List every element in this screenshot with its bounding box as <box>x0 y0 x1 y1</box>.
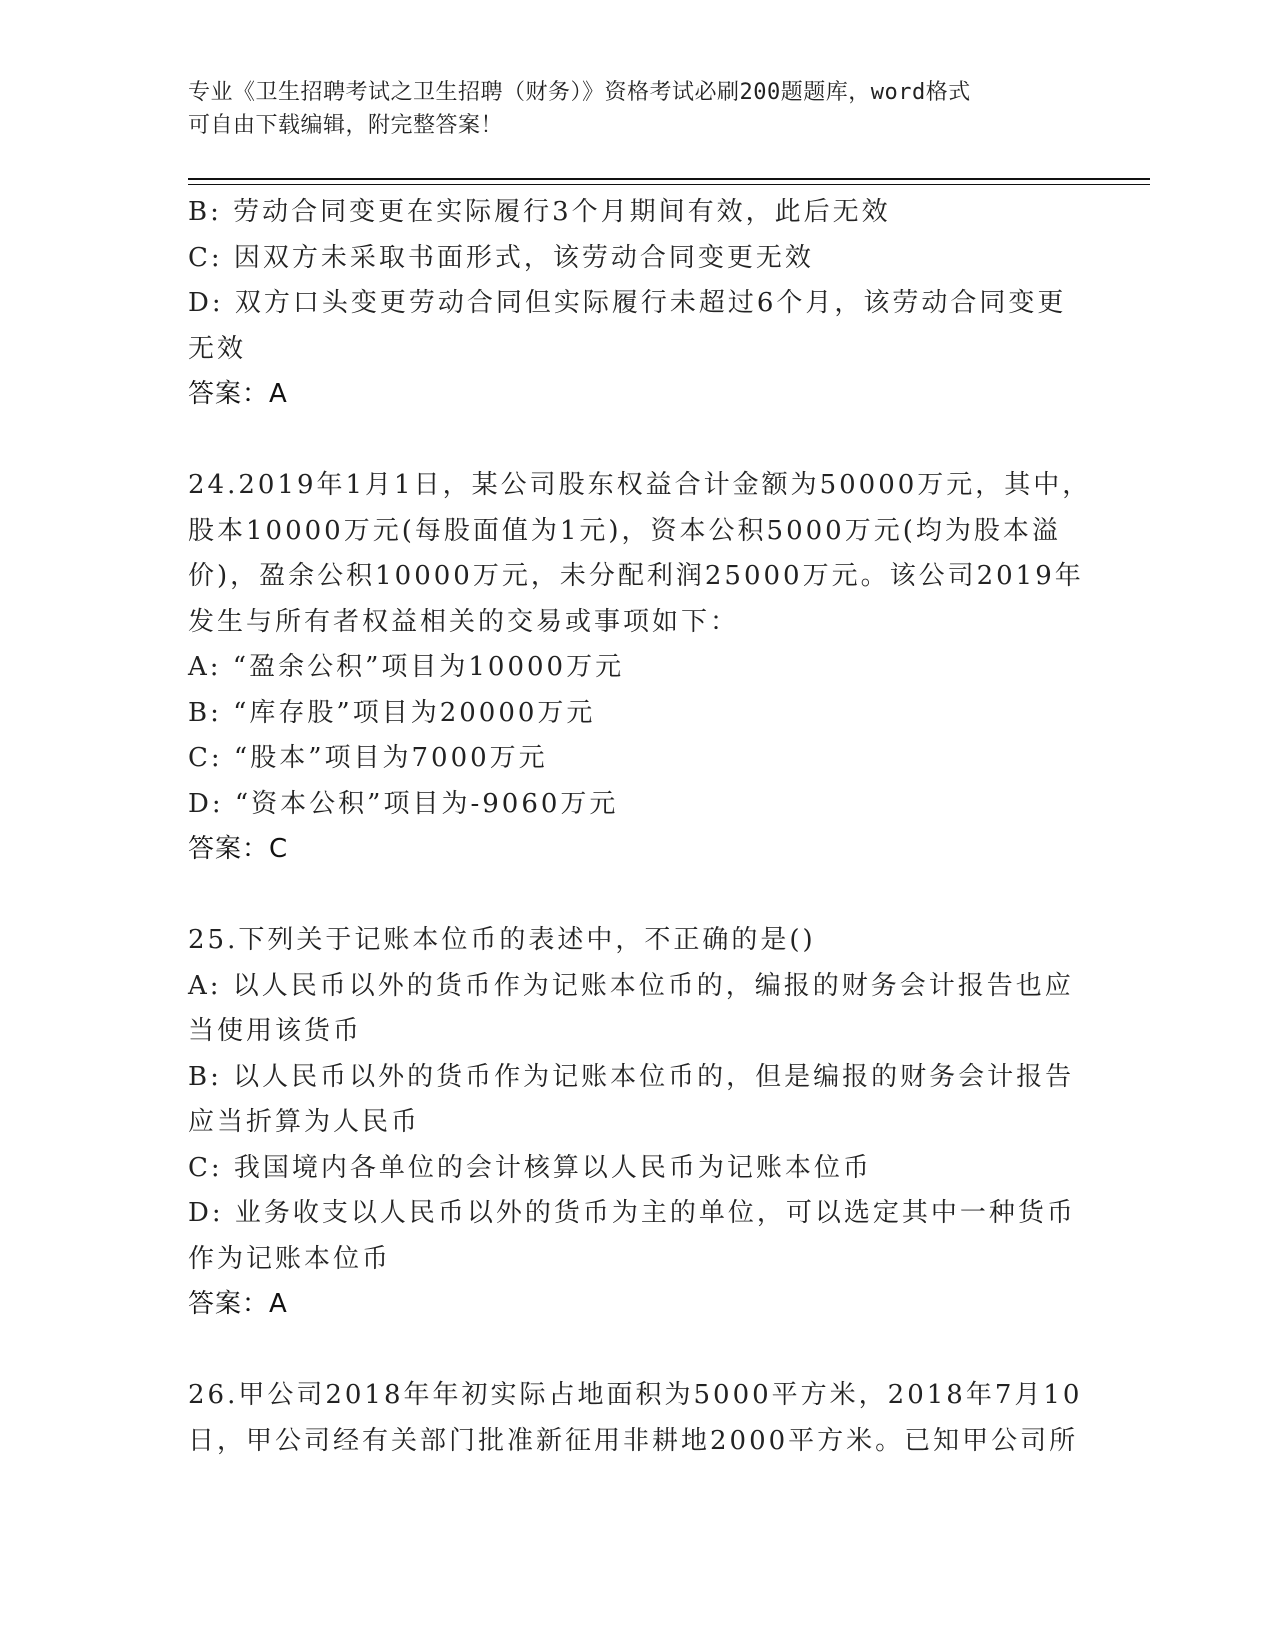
question-23-tail <box>188 190 1068 418</box>
question-content <box>188 190 1092 1464</box>
question-stem-line: 26.甲公司2018年年初实际占地面积为5000平方米，2018年7月10 <box>188 1380 1083 1410</box>
question-24 <box>188 463 1092 873</box>
answer: 答案：A <box>188 1289 288 1319</box>
option-b-continued: 应当折算为人民币 <box>188 1107 421 1137</box>
answer: 答案：A <box>188 379 288 409</box>
header-line-2: 可自由下载编辑，附完整答案！ <box>188 113 504 138</box>
question-stem-line: 股本10000万元(每股面值为1元)，资本公积5000万元(均为股本溢 <box>188 515 1061 546</box>
option-b: B: 以人民币以外的货币作为记账本位币的，但是编报的财务会计报告 <box>188 1061 1075 1092</box>
question-26 <box>188 1373 1083 1464</box>
option-c: C: 因双方未采取书面形式，该劳动合同变更无效 <box>188 242 814 273</box>
question-stem-line: 日，甲公司经有关部门批准新征用非耕地2000平方米。已知甲公司所 <box>188 1425 1079 1456</box>
option-b: B: 劳动合同变更在实际履行3个月期间有效，此后无效 <box>188 197 891 227</box>
header-rule-thin <box>188 184 1150 185</box>
option-a-continued: 当使用该货币 <box>188 1016 363 1046</box>
option-c: C: “股本”项目为7000万元 <box>188 743 548 773</box>
question-stem-line: 价)，盈余公积10000万元，未分配利润25000万元。该公司2019年 <box>188 561 1084 591</box>
option-d-continued: 作为记账本位币 <box>188 1243 392 1274</box>
spacer <box>188 1328 1068 1374</box>
option-b: B: “库存股”项目为20000万元 <box>188 697 596 728</box>
question-stem-line: 24.2019年1月1日，某公司股东权益合计金额为50000万元，其中， <box>188 470 1092 500</box>
option-d: D: “资本公积”项目为-9060万元 <box>188 788 619 819</box>
spacer <box>188 418 1068 464</box>
spacer <box>188 873 1068 919</box>
option-d: D: 业务收支以人民币以外的货币为主的单位，可以选定其中一种货币 <box>188 1198 1076 1228</box>
header-rule-thick <box>188 178 1150 180</box>
option-d: D: 双方口头变更劳动合同但实际履行未超过6个月，该劳动合同变更 <box>188 288 1067 318</box>
question-stem-line: 25.下列关于记账本位币的表述中，不正确的是() <box>188 925 816 955</box>
document-header <box>188 76 1068 142</box>
option-c: C: 我国境内各单位的会计核算以人民币为记账本位币 <box>188 1152 872 1183</box>
option-a: A: 以人民币以外的货币作为记账本位币的，编报的财务会计报告也应 <box>188 970 1074 1001</box>
option-d-continued: 无效 <box>188 333 247 364</box>
header-line-1: 专业《卫生招聘考试之卫生招聘（财务）》资格考试必刷200题题库，word格式 <box>188 80 971 105</box>
option-a: A: “盈余公积”项目为10000万元 <box>188 652 625 682</box>
question-25 <box>188 918 1076 1328</box>
question-stem-line: 发生与所有者权益相关的交易或事项如下： <box>188 606 740 637</box>
answer: 答案：C <box>188 834 289 864</box>
